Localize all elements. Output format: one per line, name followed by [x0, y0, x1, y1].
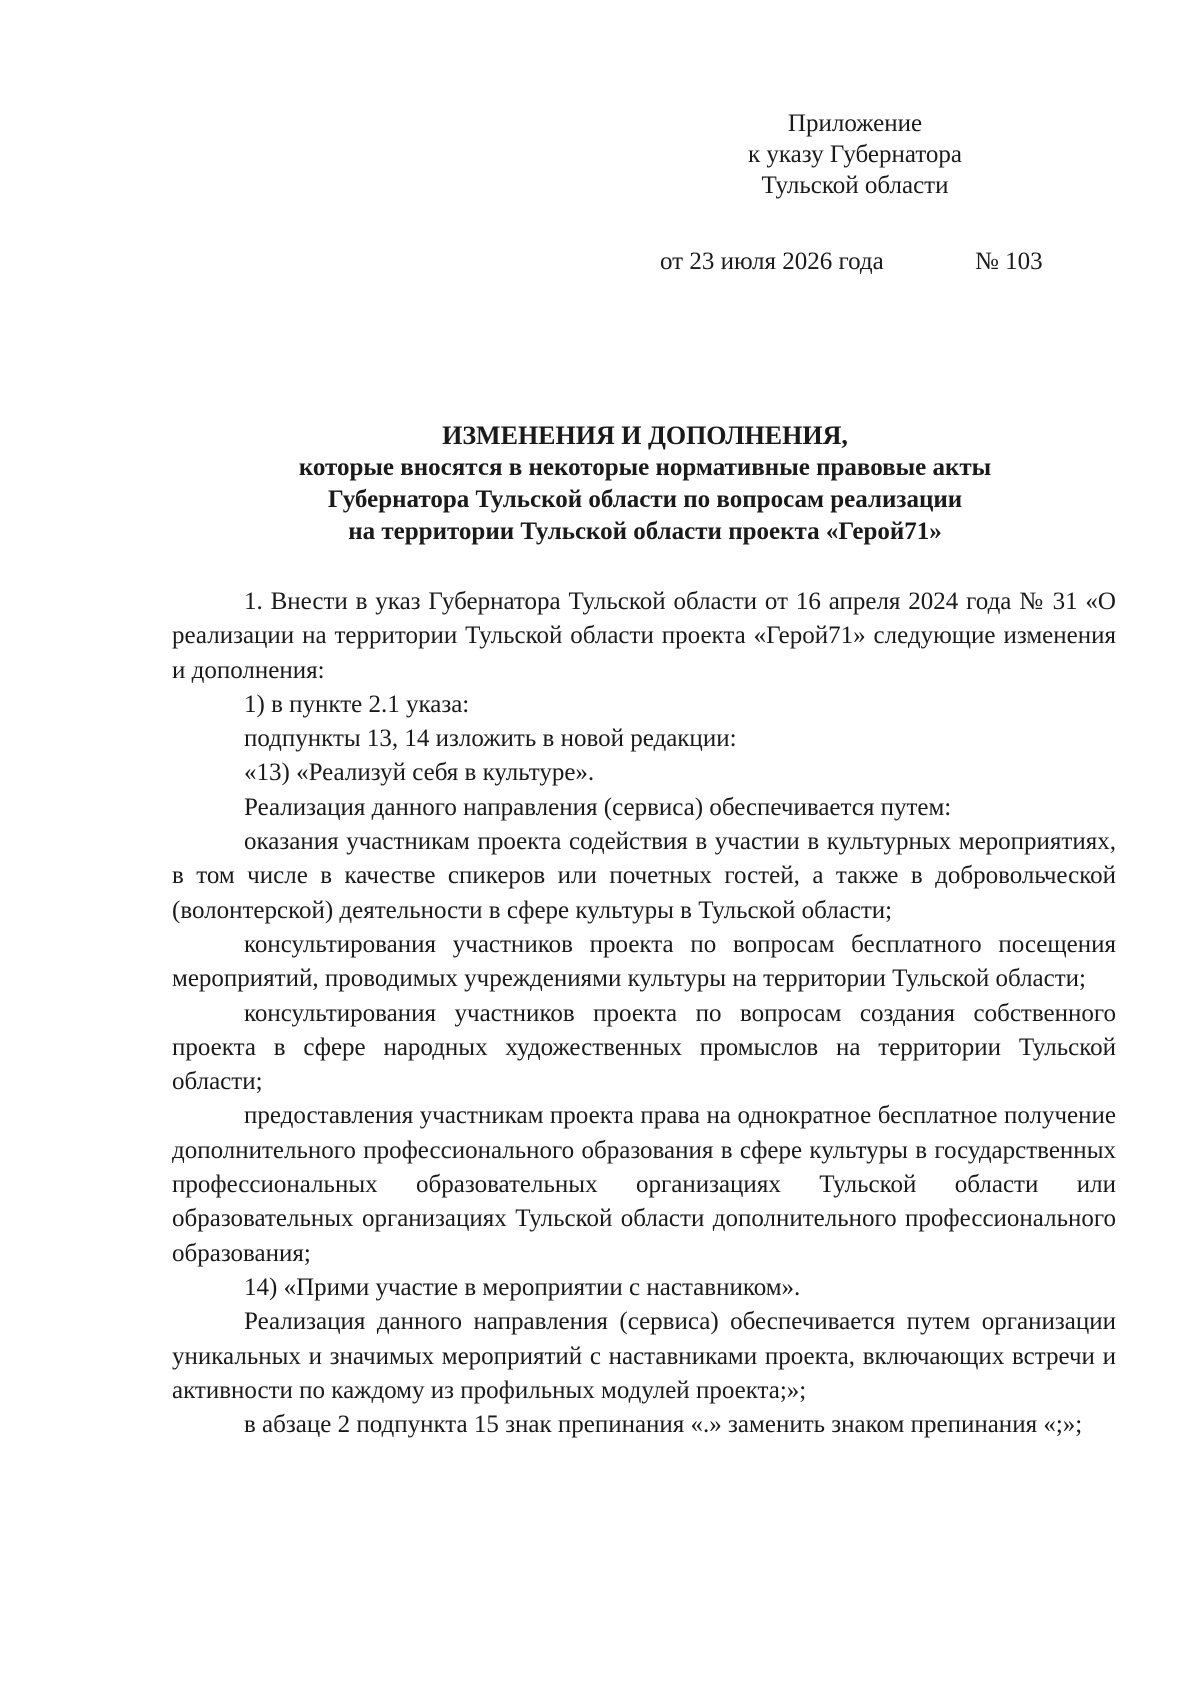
- paragraph-1: 1. Внести в указ Губернатора Тульской области от 16 апреля 2024 года № 31 «О реализации на территории Тульской области проекта «Герой71» следующие изменения и дополнения:: [172, 588, 1116, 684]
- paragraph-5: Реализация данного направления (сервиса) обеспечивается путем:: [244, 793, 952, 821]
- document-body: [172, 585, 1116, 1442]
- paragraph-11: Реализация данного направления (сервиса) обеспечивается путем организации уникальных и значимых мероприятий с наставниками проекта, включающих встречи и активности по каждому из профильных модулей проекта;»;: [172, 1308, 1116, 1404]
- appendix-reference: к указу Губернатора: [747, 141, 963, 168]
- decree-date: от 23 июля 2026 года: [660, 248, 884, 275]
- paragraph-7: консультирования участников проекта по вопросам бесплатного посещения мероприятий, проводимых учреждениями культуры на территории Тульской области;: [172, 930, 1116, 993]
- paragraph-2: 1) в пункте 2.1 указа:: [244, 690, 470, 718]
- decree-number: № 103: [975, 248, 1043, 275]
- title-line-1: ИЗМЕНЕНИЯ И ДОПОЛНЕНИЯ,: [442, 421, 848, 450]
- paragraph-10: 14) «Прими участие в мероприятии с наставником».: [244, 1273, 801, 1301]
- paragraph-8: консультирования участников проекта по вопросам создания собственного проекта в сфере народных художественных промыслов на территории Тульской области;: [172, 999, 1116, 1096]
- paragraph-4: «13) «Реализуй себя в культуре».: [244, 759, 595, 787]
- document-title: [170, 420, 1120, 548]
- title-line-4: на территории Тульской области проекта «Герой71»: [348, 518, 942, 545]
- title-line-3: Губернатора Тульской области по вопросам реализации: [327, 486, 963, 513]
- paragraph-12: в абзаце 2 подпункта 15 знак препинания «.» заменить знаком препинания «;»;: [244, 1411, 1083, 1439]
- paragraph-6: оказания участникам проекта содействия в участии в культурных мероприятиях, в том числе в качестве спикеров или почетных гостей, а также в добровольческой (волонтерской) деятельности в сфере культуры в Тульской области;: [172, 828, 1116, 924]
- title-line-2: которые вносятся в некоторые нормативные правовые акты: [298, 454, 992, 481]
- paragraph-3: подпункты 13, 14 изложить в новой редакции:: [244, 725, 737, 753]
- appendix-region: Тульской области: [761, 172, 949, 199]
- appendix-label: Приложение: [787, 110, 923, 137]
- appendix-block: [690, 108, 1020, 201]
- paragraph-9: предоставления участникам проекта права на однократное бесплатное получение дополнительного профессионального образования в сфере культуры в государственных профессиональных образовательных организациях Тульской области или образовательных организациях Тульской области дополнительного профессионального образования;: [172, 1102, 1116, 1267]
